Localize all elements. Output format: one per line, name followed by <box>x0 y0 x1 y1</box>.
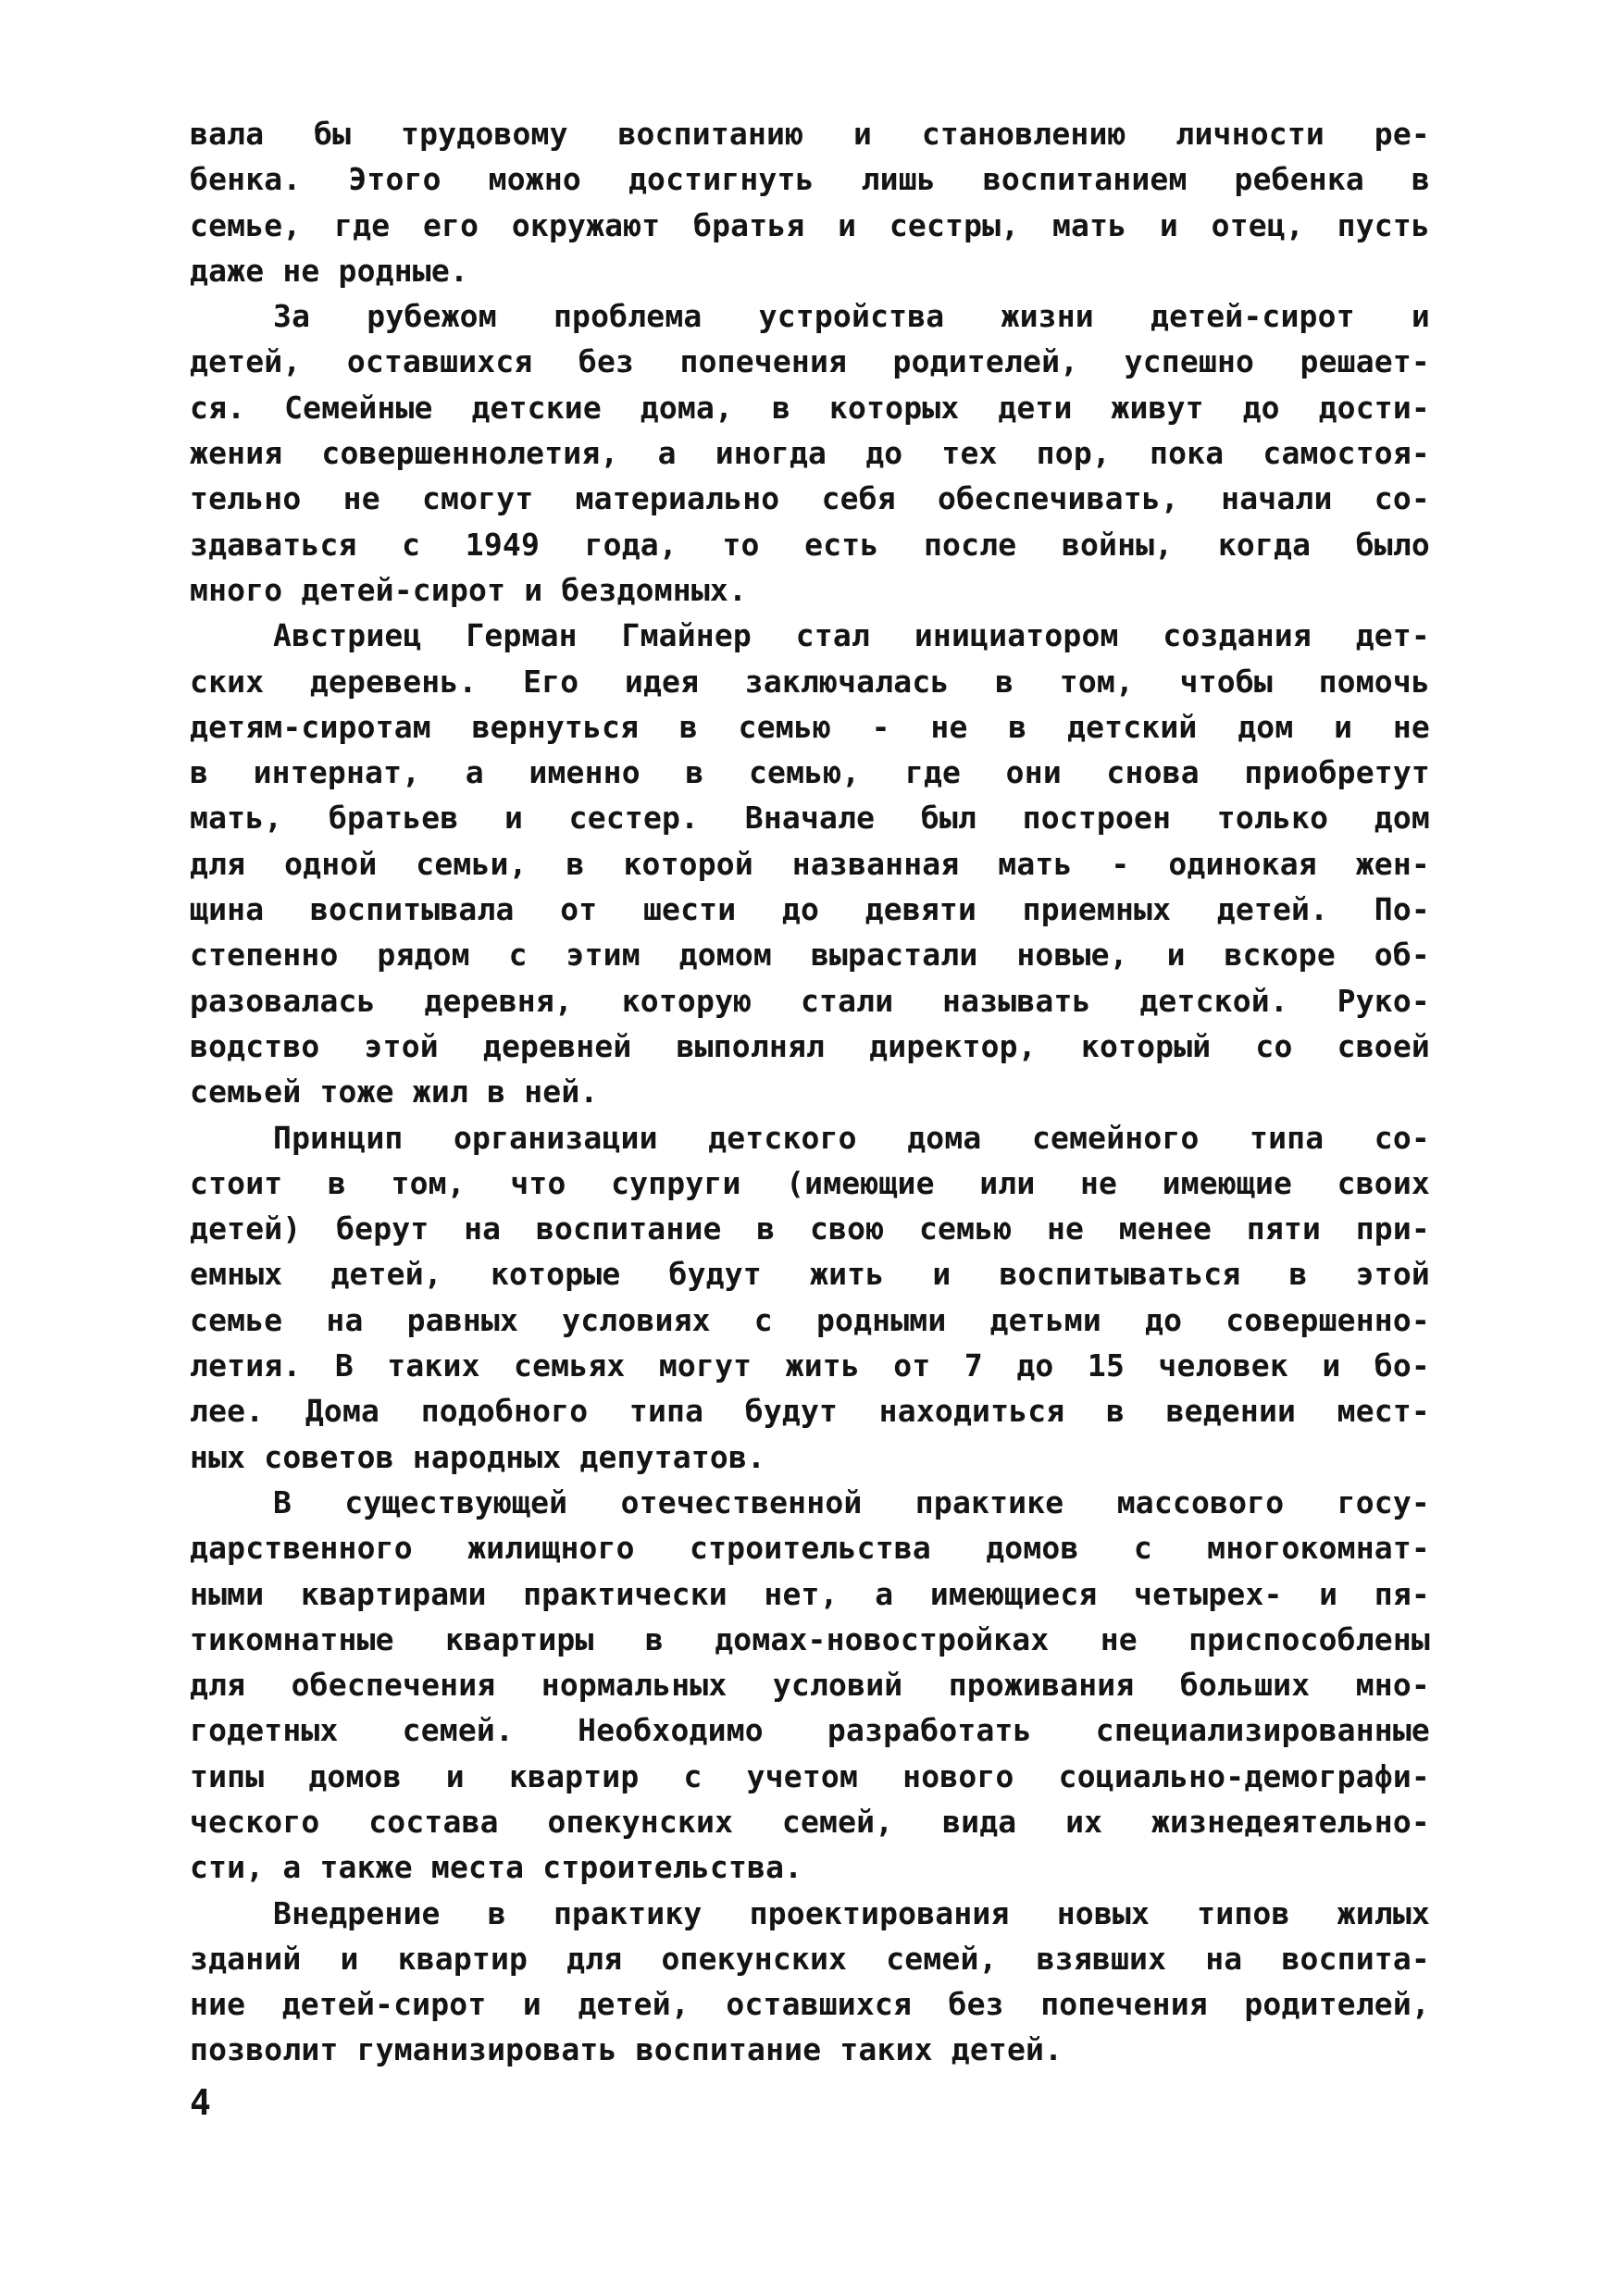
text-line: щина воспитывала от шести до девяти приемных детей. По- <box>190 891 1430 928</box>
text-line: типы домов и квартир с учетом нового социально-демографи- <box>190 1757 1430 1794</box>
text-line: лее. Дома подобного типа будут находиться в ведении мест- <box>190 1393 1430 1430</box>
text-line: ся. Семейные детские дома, в которых дети живут до дости- <box>190 389 1430 426</box>
text-line: тельно не смогут материально себя обеспечивать, начали со- <box>190 480 1430 517</box>
text-line: в интернат, а именно в семью, где они снова приобретут <box>190 754 1430 791</box>
text-line: вала бы трудовому воспитанию и становлению личности ре- <box>190 116 1430 152</box>
text-line: для одной семьи, в которой названная мать - одинокая жен- <box>190 845 1430 882</box>
text-line: водство этой деревней выполнял директор, который со своей <box>190 1027 1430 1064</box>
text-line: много детей-сирот и бездомных. <box>190 571 748 608</box>
text-line: детей, оставшихся без попечения родителей, успешно решает- <box>190 343 1430 380</box>
text-line: детей) берут на воспитание в свою семью не менее пяти при- <box>190 1210 1430 1247</box>
paragraph <box>190 111 1430 293</box>
text-line: семьей тоже жил в ней. <box>190 1074 599 1111</box>
text-line: зданий и квартир для опекунских семей, взявших на воспита- <box>190 1940 1430 1977</box>
text-line: ческого состава опекунских семей, вида их жизнедеятельно- <box>190 1803 1430 1840</box>
page-number: 4 <box>190 2082 211 2123</box>
text-line: для обеспечения нормальных условий проживания больших мно- <box>190 1667 1430 1704</box>
text-line: емных детей, которые будут жить и воспитываться в этой <box>190 1256 1430 1293</box>
paragraph <box>190 613 1430 1114</box>
text-line: тикомнатные квартиры в домах-новостройках не приспособлены <box>190 1620 1430 1657</box>
text-line: В существующей отечественной практике массового госу- <box>273 1483 1430 1520</box>
text-line: годетных семей. Необходимо разработать специализированные <box>190 1712 1430 1749</box>
text-line: стоит в том, что супруги (имеющие или не имеющие своих <box>190 1164 1430 1201</box>
text-line: ных советов народных депутатов. <box>190 1438 766 1475</box>
paragraph <box>190 1115 1430 1480</box>
text-line: семье, где его окружают братья и сестры, мать и отец, пусть <box>190 206 1430 243</box>
text-line: дарственного жилищного строительства домов с многокомнат- <box>190 1530 1430 1567</box>
text-line: детям-сиротам вернуться в семью - не в детский дом и не <box>190 708 1430 745</box>
text-line: даже не родные. <box>190 252 469 289</box>
text-line: бенка. Этого можно достигнуть лишь воспитанием ребенка в <box>190 161 1430 198</box>
text-line: степенно рядом с этим домом вырастали новые, и вскоре об- <box>190 937 1430 974</box>
body-text <box>190 111 1430 2073</box>
paragraph <box>190 293 1430 613</box>
text-line: жения совершеннолетия, а иногда до тех пор, пока самостоя- <box>190 435 1430 472</box>
text-line: ских деревень. Его идея заключалась в том, чтобы помочь <box>190 663 1430 700</box>
text-line: Принцип организации детского дома семейного типа со- <box>273 1119 1430 1156</box>
text-line: здаваться с 1949 года, то есть после войны, когда было <box>190 526 1430 563</box>
text-line: За рубежом проблема устройства жизни детей-сирот и <box>273 298 1430 335</box>
paragraph <box>190 1480 1430 1891</box>
text-line: Внедрение в практику проектирования новых типов жилых <box>273 1894 1430 1931</box>
text-line: семье на равных условиях с родными детьми до совершенно- <box>190 1301 1430 1338</box>
paragraph <box>190 1891 1430 2073</box>
text-line: разовалась деревня, которую стали называть детской. Руко- <box>190 982 1430 1019</box>
text-line: сти, а также места строительства. <box>190 1849 803 1886</box>
text-line: летия. В таких семьях могут жить от 7 до 15 человек и бо- <box>190 1347 1430 1384</box>
text-line: ние детей-сирот и детей, оставшихся без попечения родителей, <box>190 1986 1430 2023</box>
text-line: ными квартирами практически нет, а имеющиеся четырех- и пя- <box>190 1575 1430 1612</box>
text-line: мать, братьев и сестер. Вначале был построен только дом <box>190 800 1430 837</box>
text-line: позволит гуманизировать воспитание таких детей. <box>190 2031 1063 2068</box>
text-line: Австриец Герман Гмайнер стал инициатором создания дет- <box>273 617 1430 654</box>
